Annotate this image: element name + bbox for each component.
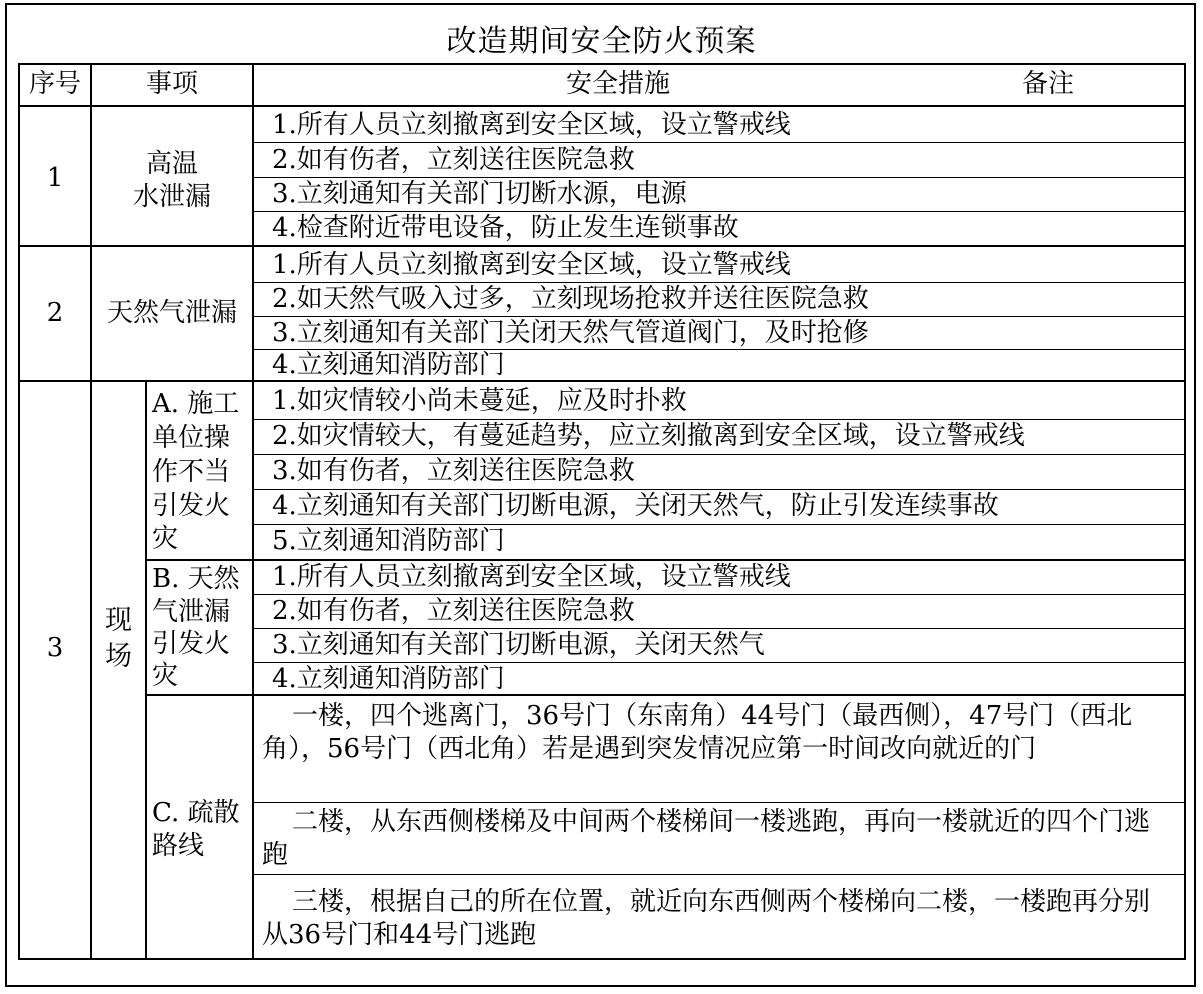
row-1-measure-4: 4.检查附近带电设备，防止发生连锁事故: [272, 213, 739, 243]
sub-a-measure-4: 4.立刻通知有关部门切断电源，关闭天然气，防止引发连续事故: [272, 491, 999, 521]
sub-b-label-3: 引发火: [152, 629, 231, 659]
header-measures: 安全措施: [566, 69, 671, 99]
row-1-measure-3: 3.立刻通知有关部门切断水源，电源: [272, 179, 687, 209]
row-1-measure-1: 1.所有人员立刻撤离到安全区域，设立警戒线: [272, 110, 791, 140]
sub-b-label-4: 灾: [152, 661, 179, 691]
sub-b-label-2: 气泄漏: [152, 597, 231, 627]
sub-b-measure-1: 1.所有人员立刻撤离到安全区域，设立警戒线: [272, 562, 791, 592]
row-1-item-line1: 高温: [145, 149, 198, 179]
sub-b-measure-3: 3.立刻通知有关部门切断电源，关闭天然气: [272, 630, 765, 660]
sub-c-measure-2: 二楼，从东西侧楼梯及中间两个楼梯间一楼逃跑，再向一楼就近的四个门逃跑: [262, 807, 1151, 870]
row-2-item: 天然气泄漏: [106, 298, 237, 328]
header-no: 序号: [28, 69, 81, 99]
row-2-measure-3: 3.立刻通知有关部门关闭天然气管道阀门，及时抢修: [272, 318, 869, 348]
row-1-measure-2: 2.如有伤者，立刻送往医院急救: [272, 145, 635, 175]
sub-b-measure-4: 4.立刻通知消防部门: [272, 664, 505, 694]
row-2-measure-1: 1.所有人员立刻撤离到安全区域，设立警戒线: [272, 250, 791, 280]
sub-b-label-1: B. 天然: [152, 564, 240, 594]
row-2-no: 2: [46, 298, 64, 328]
sub-c-label-2: 路线: [152, 831, 205, 861]
sub-a-label-2: 单位操: [152, 423, 231, 453]
row-2-measure-4: 4.立刻通知消防部门: [272, 350, 505, 380]
sub-a-measure-1: 1.如灾情较小尚未蔓延，应及时扑救: [272, 386, 687, 416]
sub-a-label-1: A. 施工: [152, 389, 240, 419]
sub-c-label-1: C. 疏散: [152, 798, 240, 828]
row-1-no: 1: [46, 163, 64, 193]
sub-a-measure-3: 3.如有伤者，立刻送往医院急救: [272, 456, 635, 486]
sub-a-label-4: 引发火: [152, 491, 231, 521]
header-remarks: 备注: [1022, 69, 1075, 99]
sub-a-label-5: 灾: [152, 524, 179, 554]
row-1-item-line2: 水泄漏: [132, 182, 211, 212]
sub-a-measure-2: 2.如灾情较大，有蔓延趋势，应立刻撤离到安全区域，设立警戒线: [272, 421, 1025, 451]
document-title: 改造期间安全防火预案: [446, 24, 757, 59]
sub-c-measure-3: 三楼，根据自己的所在位置，就近向东西侧两个楼梯向二楼，一楼跑再分别从36号门和44号门逃跑: [262, 887, 1151, 950]
header-item: 事项: [145, 69, 198, 99]
row-2-measure-2: 2.如天然气吸入过多，立刻现场抢救并送往医院急救: [272, 284, 869, 314]
sub-c-measure-1: 一楼，四个逃离门，36号门（东南角）44号门（最西侧），47号门（西北角），56号门（西北角）若是遇到突发情况应第一时间改向就近的门: [262, 701, 1133, 764]
sub-a-measure-5: 5.立刻通知消防部门: [272, 526, 505, 556]
row-3-no: 3: [46, 633, 64, 663]
sub-a-label-3: 作不当: [152, 457, 231, 487]
row-3-item: 现场: [105, 605, 132, 672]
sub-b-measure-2: 2.如有伤者，立刻送往医院急救: [272, 596, 635, 626]
